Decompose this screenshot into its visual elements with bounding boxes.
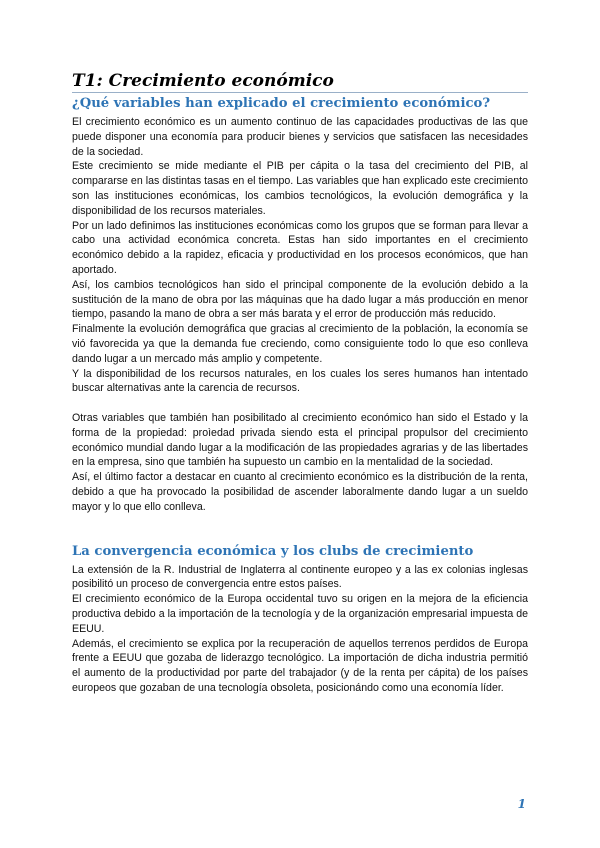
paragraph: Por un lado definimos las instituciones económicas como los grupos que se forman para llevar a cabo una actividad económica concreta. Estas han sido importantes en el crecimiento económico debido a la rapidez, eficacia y productividad en los procesos económicos, que han aportado. <box>72 219 528 276</box>
paragraph: Este crecimiento se mide mediante el PIB per cápita o la tasa del crecimiento del PIB, al compararse en las distintas tasas en el tiempo. Las variables que han explicado este crecimiento son las instituciones económicas, los cambios tecnológicos, la evolución demográfica y la disponibilidad de los recursos materiales. <box>72 160 528 217</box>
section-heading-variables: ¿Qué variables han explicado el crecimiento económico? <box>72 96 491 111</box>
paragraph: Así, el último factor a destacar en cuanto al crecimiento económico es la distribución de la renta, debido a que ha provocado la posibilidad de ascender laboralmente dando lugar a un sueldo mayor y lo que ello conlleva. <box>72 471 528 513</box>
paragraph: Además, el crecimiento se explica por la recuperación de aquellos terrenos perdidos de Europa frente a EEUU que gozaba de liderazgo tecnológico. La importación de dicha industria permitió el aumento de la productividad por parte del trabajador (y de la renta per cápita) de los países europeos que gozaban de una tecnología obsoleta, posicionándo como una economía líder. <box>72 637 528 694</box>
document-page <box>72 70 528 696</box>
paragraph: Y la disponibilidad de los recursos naturales, en los cuales los seres humanos han intentado buscar alternativas ante la carencia de recursos. <box>72 367 528 395</box>
page-number: 1 <box>517 797 526 811</box>
paragraph: Así, los cambios tecnológicos han sido el principal componente de la evolución debido a la sustitución de la mano de obra por las máquinas que ha dado lugar a más producción en menor tiempo, pasando la mano de obra a ser más barata y el error de producción más reducido. <box>72 278 528 321</box>
paragraph: El crecimiento económico es un aumento continuo de las capacidades productivas de las que puede disponer una economía para producir bienes y servicios que satisfacen las necesidades de la sociedad. <box>72 116 528 158</box>
paragraph: Finalmente la evolución demográfica que gracias al crecimiento de la población, la economía se vió favorecida ya que la demanda fue creciendo, como consiguiente todo lo que eso conlleva dando lugar a un mercado más amplio y competente. <box>72 323 528 365</box>
section-heading-convergence: La convergencia económica y los clubs de crecimiento <box>72 543 474 559</box>
page-title: T1: Crecimiento económico <box>72 70 528 93</box>
blank-line <box>72 396 528 411</box>
paragraph: Otras variables que también han posibilitado al crecimiento económico han sido el Estado y la forma de la propiedad: proìedad privada siendo esta el principal propulsor del crecimiento económico mundial dando lugar a la modificación de las propiedades agrarias y de las libertades en la empresa, sino que también ha supuesto un cambio en la mentalidad de la sociedad. <box>72 411 528 469</box>
paragraph: La extensión de la R. Industrial de Inglaterra al continente europeo y a las ex colonias inglesas posibilitó un proceso de convergencia entre estos países. <box>72 563 528 591</box>
paragraph: El crecimiento económico de la Europa occidental tuvo su origen en la mejora de la eficiencia productiva debido a la importación de la tecnología y de la organización empresarial impuesta de EEUU. <box>72 593 528 635</box>
